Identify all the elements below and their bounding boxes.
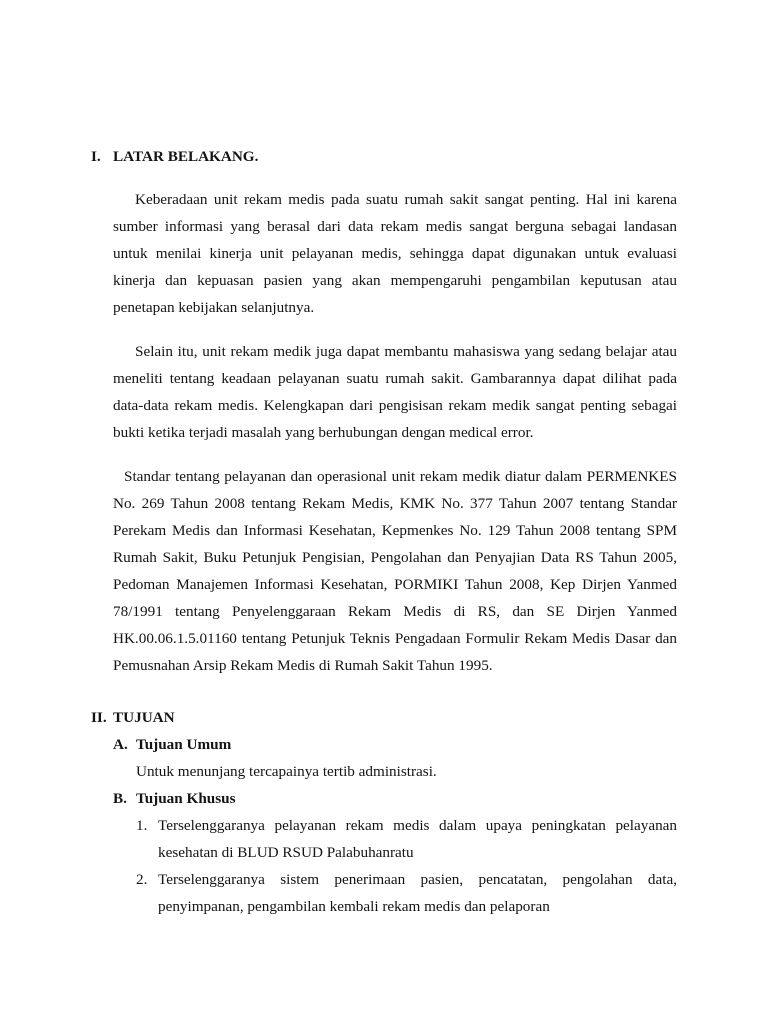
section-1-heading	[91, 143, 258, 170]
list-item-text: Terselenggaranya pelayanan rekam medis dalam upaya peningkatan pelayanan kesehatan di BLUD RSUD Palabuhanratu	[158, 817, 677, 861]
section-2-number: II.	[91, 709, 107, 726]
subsection-a-text: Untuk menunjang tercapainya tertib administrasi.	[136, 763, 437, 780]
section-2-heading	[91, 704, 175, 731]
subsection-b-heading	[113, 785, 236, 812]
list-item-text: Terselenggaranya sistem penerimaan pasien, pencatatan, pengolahan data, penyimpanan, pengambilan kembali rekam medis dan pelaporan	[158, 871, 677, 915]
subsection-a-letter: A.	[113, 736, 128, 753]
section-1-title: LATAR BELAKANG.	[113, 148, 259, 165]
list-item	[136, 866, 677, 920]
section-1-number: I.	[91, 148, 101, 165]
subsection-b-title: Tujuan Khusus	[136, 790, 236, 807]
section-2-title: TUJUAN	[113, 709, 175, 726]
subsection-a-title: Tujuan Umum	[136, 736, 232, 753]
subsection-a-heading	[113, 731, 231, 758]
list-item	[136, 812, 677, 866]
paragraph-2: Selain itu, unit rekam medik juga dapat membantu mahasiswa yang sedang belajar atau meneliti tentang keadaan pelayanan suatu rumah sakit. Gambarannya dapat dilihat pada data-data rekam medis. Kelengkapan dari pengisisan rekam medik sangat penting sebagai bukti ketika terjadi masalah yang berhubungan dengan medical error.	[113, 343, 677, 441]
subsection-b-letter: B.	[113, 790, 127, 807]
paragraph-3: Standar tentang pelayanan dan operasional unit rekam medik diatur dalam PERMENKES No. 269 Tahun 2008 tentang Rekam Medis, KMK No. 377 Tahun 2007 tentang Standar Perekam Medis dan Informasi Kesehatan, Kepmenkes No. 129 Tahun 2008 tentang SPM Rumah Sakit, Buku Petunjuk Pengisian, Pengolahan dan Penyajian Data RS Tahun 2005, Pedoman Manajemen Informasi Kesehatan, PORMIKI Tahun 2008, Kep Dirjen Yanmed 78/1991 tentang Penyelenggaraan Rekam Medis di RS, dan SE Dirjen Yanmed HK.00.06.1.5.01160 tentang Petunjuk Teknis Pengadaan Formulir Rekam Medis Dasar dan Pemusnahan Arsip Rekam Medis di Rumah Sakit Tahun 1995.	[113, 468, 677, 674]
list-item-number: 1.	[136, 817, 148, 834]
paragraph-1: Keberadaan unit rekam medis pada suatu rumah sakit sangat penting. Hal ini karena sumber informasi yang berasal dari data rekam medis sangat berguna sebagai landasan untuk menilai kinerja unit pelayanan medis, sehingga dapat digunakan untuk evaluasi kinerja dan kepuasan pasien yang akan mempengaruhi pengambilan keputusan atau penetapan kebijakan selanjutnya.	[113, 191, 677, 316]
list-item-number: 2.	[136, 871, 148, 888]
